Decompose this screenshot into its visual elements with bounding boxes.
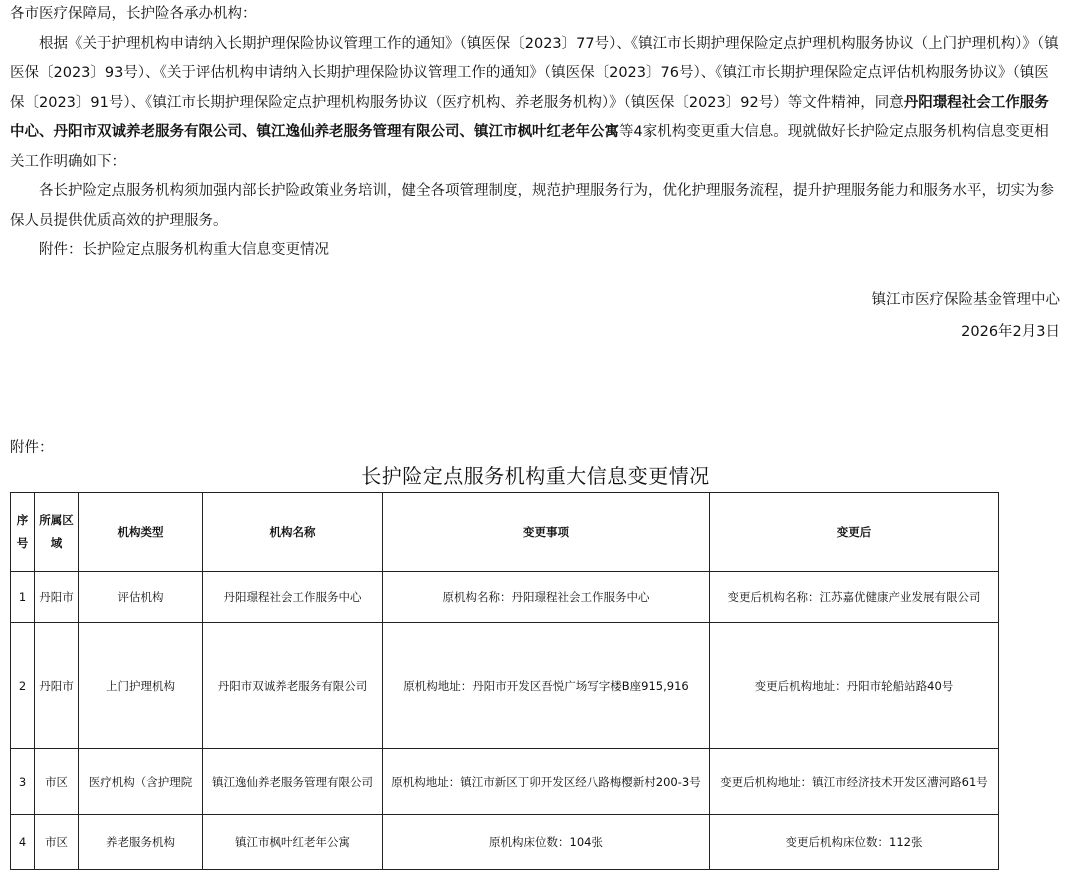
- header-type: 机构类型: [79, 493, 203, 572]
- table-row: [11, 572, 999, 623]
- cell-after: 变更后机构地址：丹阳市轮船站路40号: [710, 623, 999, 749]
- paragraph-basis: [10, 30, 1062, 178]
- cell-after: 变更后机构名称：江苏嘉优健康产业发展有限公司: [710, 572, 999, 623]
- cell-region: 丹阳市: [35, 623, 79, 749]
- cell-change: 原机构床位数：104张: [383, 815, 710, 870]
- header-change: 变更事项: [383, 493, 710, 572]
- cell-type: 医疗机构（含护理院: [79, 749, 203, 815]
- issue-date: 2026年2月3日: [961, 324, 1060, 340]
- cell-region: 丹阳市: [35, 572, 79, 623]
- cell-after: 变更后机构地址：镇江市经济技术开发区漕河路61号: [710, 749, 999, 815]
- cell-region: 市区: [35, 815, 79, 870]
- cell-type: 评估机构: [79, 572, 203, 623]
- header-name: 机构名称: [203, 493, 383, 572]
- cell-index: 1: [11, 572, 35, 623]
- cell-name: 镇江市枫叶红老年公寓: [203, 815, 383, 870]
- header-index: 序号: [11, 493, 35, 572]
- header-after: 变更后: [710, 493, 999, 572]
- cell-region: 市区: [35, 749, 79, 815]
- attachment-reference: 附件：长护险定点服务机构重大信息变更情况: [39, 242, 329, 258]
- attachment-label: 附件：: [10, 440, 54, 456]
- cell-name: 镇江逸仙养老服务管理有限公司: [203, 749, 383, 815]
- table-header-row: [11, 493, 999, 572]
- change-table: [10, 492, 999, 870]
- signer: 镇江市医疗保险基金管理中心: [871, 292, 1060, 308]
- institution-list: 丹阳璟程社会工作服务中心、丹阳市双诚养老服务有限公司、镇江逸仙养老服务管理有限公司、镇江市枫叶红老年公寓: [10, 94, 1049, 140]
- cell-index: 2: [11, 623, 35, 749]
- paragraph-basis-post: 等4家机构变更重大信息。现就做好长护险定点服务机构信息变更相关工作明确如下：: [10, 124, 1049, 170]
- table-row: [11, 623, 999, 749]
- cell-change: 原机构地址：丹阳市开发区吾悦广场写字楼B座915,916: [383, 623, 710, 749]
- attachment-title: 长护险定点服务机构重大信息变更情况: [361, 464, 710, 488]
- table-row: [11, 749, 999, 815]
- paragraph-basis-pre: 根据《关于护理机构申请纳入长期护理保险协议管理工作的通知》（镇医保〔2023〕77号）、《镇江市长期护理保险定点护理机构服务协议（上门护理机构）》（镇医保〔2023〕93号）、《关于评估机构申请纳入长期护理保险协议管理工作的通知》（镇医保〔2023〕76号）、《镇江市长期护理保险定点评估机构服务协议》（镇医保〔2023〕91号）、《镇江市长期护理保险定点护理机构服务协议（医疗机构、养老服务机构）》（镇医保〔2023〕92号）等文件精神，同意: [10, 35, 1059, 111]
- cell-index: 4: [11, 815, 35, 870]
- cell-name: 丹阳市双诚养老服务有限公司: [203, 623, 383, 749]
- cell-change: 原机构地址：镇江市新区丁卯开发区经八路梅樱新村200-3号: [383, 749, 710, 815]
- paragraph-requirements: 各长护险定点服务机构须加强内部长护险政策业务培训，健全各项管理制度，规范护理服务行为，优化护理服务流程，提升护理服务能力和服务水平，切实为参保人员提供优质高效的护理服务。: [10, 183, 1054, 229]
- header-region: 所属区域: [35, 493, 79, 572]
- cell-name: 丹阳璟程社会工作服务中心: [203, 572, 383, 623]
- salutation: 各市医疗保障局，长护险各承办机构：: [10, 6, 257, 22]
- table-row: [11, 815, 999, 870]
- cell-type: 养老服务机构: [79, 815, 203, 870]
- cell-type: 上门护理机构: [79, 623, 203, 749]
- notice-body: [10, 0, 1062, 266]
- cell-index: 3: [11, 749, 35, 815]
- cell-after: 变更后机构床位数：112张: [710, 815, 999, 870]
- cell-change: 原机构名称：丹阳璟程社会工作服务中心: [383, 572, 710, 623]
